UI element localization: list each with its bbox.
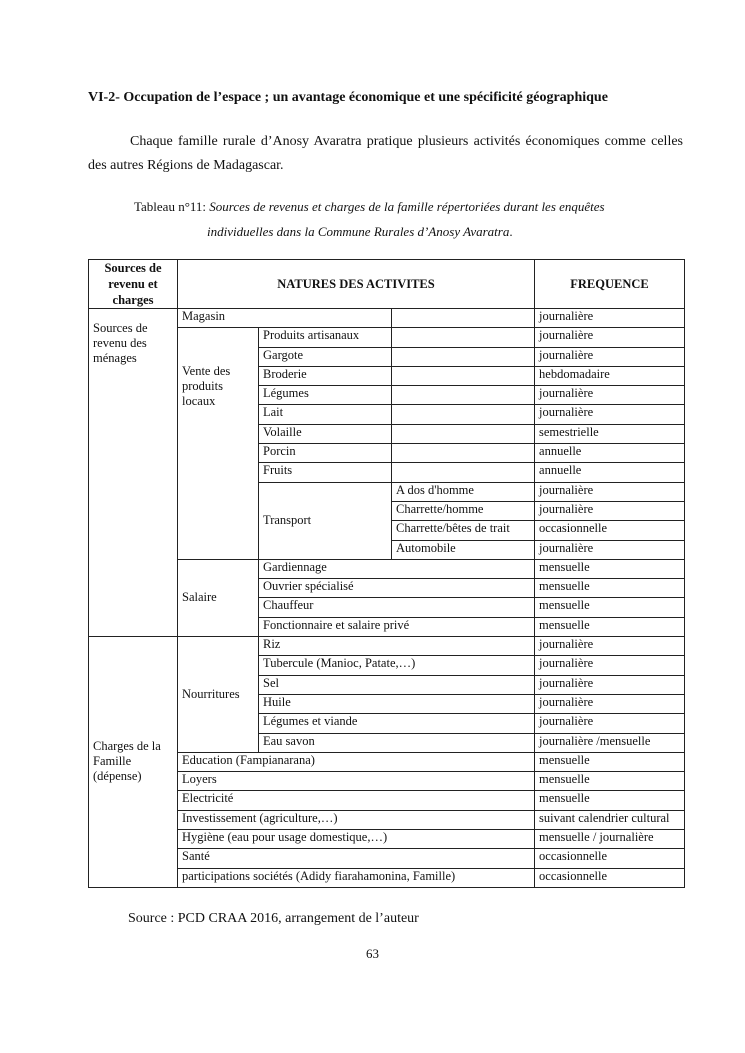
activity-cell: Eau savon <box>259 733 535 752</box>
activity-cell: Charrette/homme <box>392 501 535 520</box>
table-row <box>89 752 685 771</box>
activity-cell: Produits artisanaux <box>259 328 392 347</box>
income-charges-table <box>88 259 685 888</box>
frequency-cell: hebdomadaire <box>535 366 685 385</box>
caption-label: Tableau n°11: <box>134 199 210 214</box>
caption-title-part2: individuelles dans la Commune Rurales d’Anosy Avaratra <box>207 224 510 239</box>
frequency-cell: mensuelle <box>535 791 685 810</box>
table-row <box>89 772 685 791</box>
frequency-cell: mensuelle <box>535 579 685 598</box>
activity-cell: Porcin <box>259 444 392 463</box>
empty-cell <box>392 328 535 347</box>
subgroup-vente: Vente des produits locaux <box>178 328 259 560</box>
subgroup-nourritures: Nourritures <box>178 637 259 753</box>
table-row <box>89 328 685 347</box>
empty-cell <box>392 366 535 385</box>
table-row <box>89 868 685 887</box>
frequency-cell: journalière <box>535 328 685 347</box>
activity-cell: Huile <box>259 694 535 713</box>
empty-cell <box>392 309 535 328</box>
caption-line-1 <box>88 194 683 219</box>
empty-cell <box>392 347 535 366</box>
frequency-cell: mensuelle <box>535 598 685 617</box>
activity-cell: Fruits <box>259 463 392 482</box>
activity-cell: Lait <box>259 405 392 424</box>
header-frequence: FREQUENCE <box>535 260 685 309</box>
activity-cell: Légumes <box>259 386 392 405</box>
frequency-cell: annuelle <box>535 444 685 463</box>
activity-cell: Hygiène (eau pour usage domestique,…) <box>178 830 535 849</box>
empty-cell <box>392 463 535 482</box>
table-row <box>89 830 685 849</box>
frequency-cell: journalière <box>535 347 685 366</box>
activity-cell: participations sociétés (Adidy fiarahamonina, Famille) <box>178 868 535 887</box>
table-caption <box>88 194 683 244</box>
frequency-cell: journalière <box>535 714 685 733</box>
section-heading: VI-2- Occupation de l’espace ; un avantage économique et une spécificité géographique <box>88 90 608 105</box>
frequency-cell: mensuelle <box>535 752 685 771</box>
frequency-cell: occasionnelle <box>535 521 685 540</box>
table-row <box>89 791 685 810</box>
subgroup-transport: Transport <box>259 482 392 559</box>
activity-cell: Charrette/bêtes de trait <box>392 521 535 540</box>
activity-cell: Riz <box>259 637 535 656</box>
header-natures: NATURES DES ACTIVITES <box>178 260 535 309</box>
frequency-cell: mensuelle <box>535 559 685 578</box>
table-header-row <box>89 260 685 309</box>
source-note: Source : PCD CRAA 2016, arrangement de l’auteur <box>128 911 419 926</box>
frequency-cell: journalière <box>535 309 685 328</box>
table-row <box>89 309 685 328</box>
activity-cell: Chauffeur <box>259 598 535 617</box>
activity-cell: Loyers <box>178 772 535 791</box>
frequency-cell: semestrielle <box>535 424 685 443</box>
frequency-cell: journalière <box>535 656 685 675</box>
table-row <box>89 810 685 829</box>
activity-cell: Volaille <box>259 424 392 443</box>
frequency-cell: mensuelle <box>535 772 685 791</box>
activity-cell: Fonctionnaire et salaire privé <box>259 617 535 636</box>
table-row <box>89 637 685 656</box>
activity-cell: A dos d'homme <box>392 482 535 501</box>
frequency-cell: occasionnelle <box>535 849 685 868</box>
activity-cell: Gargote <box>259 347 392 366</box>
frequency-cell: occasionnelle <box>535 868 685 887</box>
frequency-cell: journalière <box>535 482 685 501</box>
activity-cell: Broderie <box>259 366 392 385</box>
frequency-cell: journalière <box>535 501 685 520</box>
frequency-cell: journalière <box>535 675 685 694</box>
group-charges: Charges de la Famille (dépense) <box>89 637 178 888</box>
frequency-cell: journalière <box>535 694 685 713</box>
frequency-cell: mensuelle <box>535 617 685 636</box>
caption-line-2 <box>88 219 683 244</box>
activity-cell: Sel <box>259 675 535 694</box>
activity-cell: Santé <box>178 849 535 868</box>
frequency-cell: journalière /mensuelle <box>535 733 685 752</box>
frequency-cell: annuelle <box>535 463 685 482</box>
intro-paragraph: Chaque famille rurale d’Anosy Avaratra pratique plusieurs activités économiques comme celles des autres Régions de Madagascar. <box>88 134 683 173</box>
activity-cell: Education (Fampianarana) <box>178 752 535 771</box>
table-row <box>89 559 685 578</box>
activity-cell: Investissement (agriculture,…) <box>178 810 535 829</box>
table-row <box>89 849 685 868</box>
empty-cell <box>392 405 535 424</box>
empty-cell <box>392 444 535 463</box>
frequency-cell: suivant calendrier cultural <box>535 810 685 829</box>
frequency-cell: journalière <box>535 540 685 559</box>
activity-cell: Electricité <box>178 791 535 810</box>
frequency-cell: journalière <box>535 405 685 424</box>
empty-cell <box>392 386 535 405</box>
caption-title-part1: Sources de revenus et charges de la famille répertoriées durant les enquêtes <box>209 199 605 214</box>
activity-cell: Magasin <box>178 309 392 328</box>
page-number: 63 <box>366 946 379 961</box>
caption-end: . <box>509 224 513 239</box>
activity-cell: Légumes et viande <box>259 714 535 733</box>
activity-cell: Tubercule (Manioc, Patate,…) <box>259 656 535 675</box>
frequency-cell: journalière <box>535 386 685 405</box>
frequency-cell: mensuelle / journalière <box>535 830 685 849</box>
subgroup-salaire: Salaire <box>178 559 259 636</box>
activity-cell: Gardiennage <box>259 559 535 578</box>
empty-cell <box>392 424 535 443</box>
frequency-cell: journalière <box>535 637 685 656</box>
activity-cell: Automobile <box>392 540 535 559</box>
header-sources: Sources de revenu et charges <box>89 260 178 309</box>
group-revenus: Sources de revenu des ménages <box>89 309 178 637</box>
activity-cell: Ouvrier spécialisé <box>259 579 535 598</box>
